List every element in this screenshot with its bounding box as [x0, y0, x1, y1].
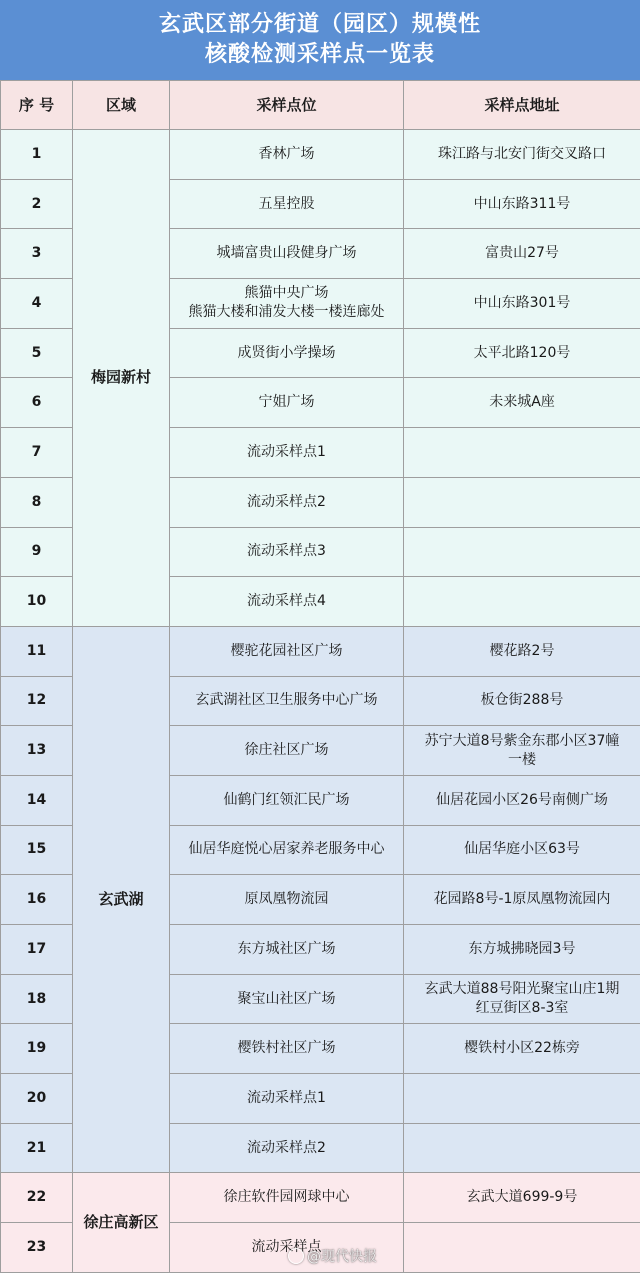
row-number: 17 [1, 925, 73, 975]
address-cell [404, 477, 640, 527]
address-cell: 玄武大道699-9号 [404, 1173, 640, 1223]
site-cell: 流动采样点1 [170, 428, 404, 478]
address-cell: 仙居华庭小区63号 [404, 825, 640, 875]
site-cell: 流动采样点1 [170, 1074, 404, 1124]
row-number: 23 [1, 1223, 73, 1273]
address-cell: 东方城拂晓园3号 [404, 925, 640, 975]
site-cell: 流动采样点2 [170, 1123, 404, 1173]
row-number: 6 [1, 378, 73, 428]
site-cell: 熊猫中央广场 熊猫大楼和浦发大楼一楼连廊处 [170, 279, 404, 329]
site-cell: 徐庄软件园网球中心 [170, 1173, 404, 1223]
watermark-text: @现代快报 [307, 1249, 377, 1265]
address-cell [404, 1074, 640, 1124]
address-cell: 花园路8号-1原凤凰物流园内 [404, 875, 640, 925]
site-cell: 流动采样点 [170, 1223, 404, 1273]
title-line-1: 玄武区部分街道（园区）规模性 [158, 12, 481, 37]
row-number: 16 [1, 875, 73, 925]
row-number: 2 [1, 179, 73, 229]
row-number: 13 [1, 726, 73, 776]
district-cell: 玄武湖 [73, 626, 170, 1173]
watermark [288, 1246, 377, 1266]
address-cell: 中山东路311号 [404, 179, 640, 229]
table-header-row [1, 81, 640, 130]
address-cell: 玄武大道88号阳光聚宝山庄1期 红豆街区8-3室 [404, 974, 640, 1024]
row-number: 15 [1, 825, 73, 875]
table-row [1, 130, 640, 180]
address-cell [404, 577, 640, 627]
row-number: 12 [1, 676, 73, 726]
site-cell: 流动采样点2 [170, 477, 404, 527]
row-number: 5 [1, 328, 73, 378]
site-cell: 成贤街小学操场 [170, 328, 404, 378]
page-title [0, 0, 640, 80]
site-cell: 东方城社区广场 [170, 925, 404, 975]
site-cell: 城墙富贵山段健身广场 [170, 229, 404, 279]
site-cell: 仙鹤门红领汇民广场 [170, 775, 404, 825]
site-cell: 聚宝山社区广场 [170, 974, 404, 1024]
address-cell: 板仓街288号 [404, 676, 640, 726]
header-district: 区域 [73, 81, 170, 130]
row-number: 10 [1, 577, 73, 627]
row-number: 21 [1, 1123, 73, 1173]
site-cell: 五星控股 [170, 179, 404, 229]
row-number: 14 [1, 775, 73, 825]
row-number: 4 [1, 279, 73, 329]
site-cell: 樱铁村社区广场 [170, 1024, 404, 1074]
row-number: 20 [1, 1074, 73, 1124]
row-number: 3 [1, 229, 73, 279]
site-cell: 原凤凰物流园 [170, 875, 404, 925]
district-cell: 梅园新村 [73, 130, 170, 627]
site-cell: 玄武湖社区卫生服务中心广场 [170, 676, 404, 726]
table-row [1, 626, 640, 676]
site-cell: 流动采样点4 [170, 577, 404, 627]
site-cell: 徐庄社区广场 [170, 726, 404, 776]
address-cell: 樱花路2号 [404, 626, 640, 676]
sampling-site-table [0, 80, 640, 1273]
header-address: 采样点地址 [404, 81, 640, 130]
row-number: 8 [1, 477, 73, 527]
address-cell: 苏宁大道8号紫金东郡小区37幢 一楼 [404, 726, 640, 776]
row-number: 22 [1, 1173, 73, 1223]
row-number: 18 [1, 974, 73, 1024]
address-cell [404, 1223, 640, 1273]
site-cell: 流动采样点3 [170, 527, 404, 577]
header-number: 序 号 [1, 81, 73, 130]
title-line-2: 核酸检测采样点一览表 [204, 42, 435, 67]
address-cell: 中山东路301号 [404, 279, 640, 329]
header-site: 采样点位 [170, 81, 404, 130]
address-cell [404, 527, 640, 577]
row-number: 1 [1, 130, 73, 180]
address-cell: 仙居花园小区26号南侧广场 [404, 775, 640, 825]
site-cell: 宁姐广场 [170, 378, 404, 428]
address-cell [404, 428, 640, 478]
address-cell [404, 1123, 640, 1173]
address-cell: 未来城A座 [404, 378, 640, 428]
address-cell: 樱铁村小区22栋旁 [404, 1024, 640, 1074]
table-row [1, 1173, 640, 1223]
district-cell: 徐庄高新区 [73, 1173, 170, 1272]
row-number: 9 [1, 527, 73, 577]
weibo-icon [288, 1248, 304, 1264]
site-cell: 香林广场 [170, 130, 404, 180]
site-cell: 樱驼花园社区广场 [170, 626, 404, 676]
address-cell: 富贵山27号 [404, 229, 640, 279]
row-number: 19 [1, 1024, 73, 1074]
row-number: 7 [1, 428, 73, 478]
row-number: 11 [1, 626, 73, 676]
site-cell: 仙居华庭悦心居家养老服务中心 [170, 825, 404, 875]
address-cell: 太平北路120号 [404, 328, 640, 378]
address-cell: 珠江路与北安门街交叉路口 [404, 130, 640, 180]
